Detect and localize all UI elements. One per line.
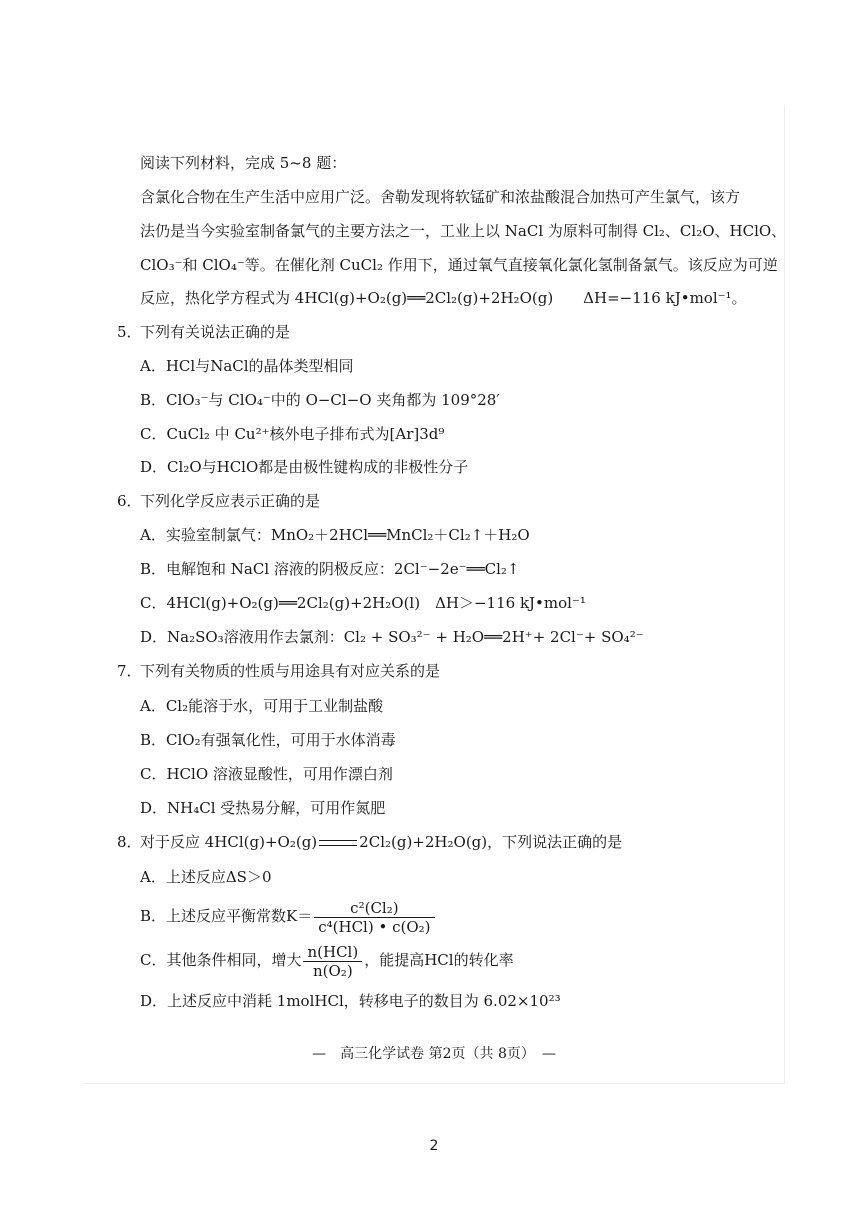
page-number: 2: [429, 1138, 439, 1154]
option-b-label: B．上述反应平衡常数K＝: [140, 907, 313, 925]
question-number: 5．: [117, 323, 142, 341]
page-footer: — 高三化学试卷 第2页（共 8页） —: [312, 1046, 556, 1062]
question-number: 6．: [117, 492, 142, 510]
option-d: D．Cl₂O与HClO都是由极性键构成的非极性分子: [140, 458, 469, 476]
option-d: D．上述反应中消耗 1molHCl，转移电子的数目为 6.02×10²³: [140, 992, 561, 1010]
fraction-numerator: n(HCl): [303, 943, 362, 962]
option-c: C．4HCl(g)+O₂(g)══2Cl₂(g)+2H₂O(l) ΔH＞−116 kJ•mol⁻¹: [140, 594, 586, 612]
option-a: A．上述反应ΔS＞0: [140, 868, 272, 886]
option-c: C．HClO 溶液显酸性，可用作漂白剂: [140, 765, 393, 783]
option-c: C．CuCl₂ 中 Cu²⁺核外电子排布式为[Ar]3d⁹: [140, 425, 445, 443]
equilibrium-constant-fraction: [314, 899, 434, 936]
option-d: D．NH₄Cl 受热易分解，可用作氮肥: [140, 799, 386, 817]
option-b: B．ClO₃⁻与 ClO₄⁻中的 O−Cl−O 夹角都为 109°28′: [140, 391, 500, 409]
question-stem: [140, 832, 622, 852]
option-d: D．Na₂SO₃溶液用作去氯剂：Cl₂ + SO₃²⁻ + H₂O══2H⁺+ 2Cl⁻+ SO₄²⁻: [140, 628, 644, 646]
question-number: 7．: [117, 662, 142, 680]
option-a: A．实验室制氯气：MnO₂＋2HCl══MnCl₂＋Cl₂↑＋H₂O: [140, 526, 530, 544]
option-c-label: C．其他条件相同，增大: [140, 951, 302, 969]
intro-paragraph-line: ClO₃⁻和 ClO₄⁻等。在催化剂 CuCl₂ 作用下，通过氧气直接氧化氯化氢制备氯气。该反应为可逆: [140, 256, 778, 274]
intro-heading: 阅读下列材料，完成 5~8 题：: [140, 154, 347, 172]
option-c: [140, 941, 514, 980]
fraction-numerator: c²(Cl₂): [314, 899, 434, 918]
fraction-denominator: c⁴(HCl) • c(O₂): [318, 917, 431, 936]
intro-paragraph-line: 反应，热化学方程式为 4HCl(g)+O₂(g)══2Cl₂(g)+2H₂O(g) ΔH=−116 kJ•mol⁻¹。: [140, 289, 747, 307]
equilibrium-arrow-icon: [319, 837, 357, 849]
intro-paragraph-line: 法仍是当今实验室制备氯气的主要方法之一，工业上以 NaCl 为原料可制得 Cl₂、Cl₂O、HClO、: [140, 222, 787, 240]
ratio-fraction: [303, 943, 362, 980]
stem-post: 2Cl₂(g)+2H₂O(g)，下列说法正确的是: [359, 833, 623, 851]
question-stem: 下列有关说法正确的是: [140, 323, 291, 341]
option-a: A．HCl与NaCl的晶体类型相同: [140, 357, 354, 375]
option-a: A．Cl₂能溶于水，可用于工业制盐酸: [140, 697, 384, 715]
stem-pre: 对于反应 4HCl(g)+O₂(g): [140, 833, 318, 851]
fraction-denominator: n(O₂): [313, 961, 353, 980]
intro-paragraph-line: 含氯化合物在生产生活中应用广泛。舍勒发现将软锰矿和浓盐酸混合加热可产生氯气，该方: [140, 188, 741, 206]
option-b: B．ClO₂有强氧化性，可用于水体消毒: [140, 731, 396, 749]
option-b: [140, 897, 437, 936]
question-stem: 下列化学反应表示正确的是: [140, 492, 321, 510]
option-c-tail: ，能提高HCl的转化率: [364, 951, 514, 969]
question-number: 8．: [117, 833, 142, 851]
option-b: B．电解饱和 NaCl 溶液的阴极反应：2Cl⁻−2e⁻══Cl₂↑: [140, 560, 520, 578]
question-stem: 下列有关物质的性质与用途具有对应关系的是: [140, 662, 441, 680]
